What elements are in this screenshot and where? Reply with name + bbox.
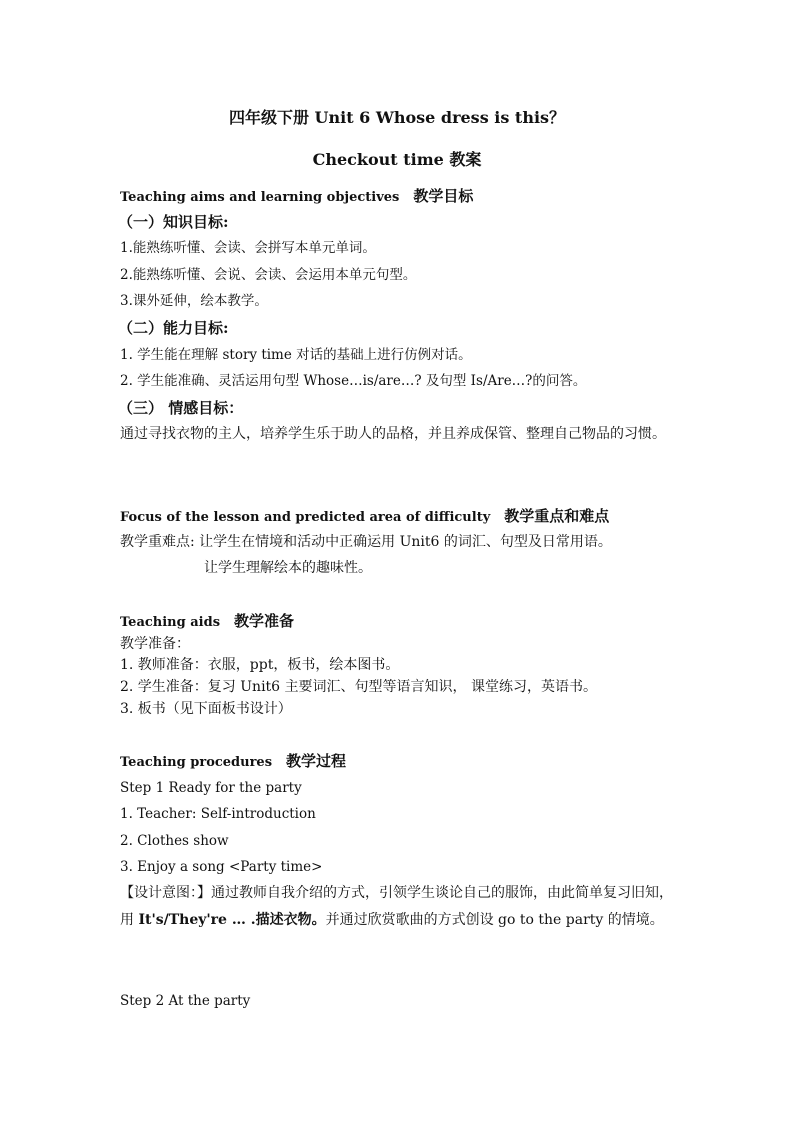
list-item: 1. 教师准备：衣服，ppt，板书，绘本图书。 (120, 657, 400, 673)
step-heading: Step 2 At the party (120, 993, 251, 1009)
list-item: 1.能熟练听懂、会读、会拼写本单元单词。 (120, 240, 376, 256)
design-intent-paragraph (120, 880, 680, 934)
section-heading-aims (120, 186, 680, 208)
section-heading-en: Teaching procedures (120, 755, 273, 770)
section-heading-aids (120, 611, 680, 633)
paragraph-emotion: 通过寻找衣物的主人，培养学生乐于助人的品格，并且养成保管、整理自己物品的习惯。 (120, 426, 666, 442)
list-item: 3. 板书（见下面板书设计） (120, 701, 292, 717)
list-item: 2. 学生准备：复习 Unit6 主要词汇、句型等语言知识， 课堂练习，英语书。 (120, 679, 597, 695)
section-heading-cn: 教学目标 (413, 187, 474, 205)
section-heading-cn: 教学过程 (286, 752, 347, 770)
section-heading-cn: 教学重点和难点 (504, 507, 610, 525)
section-heading-en: Teaching aims and learning objectives (120, 190, 400, 205)
list-item: 2.能熟练听懂、会说、会读、会运用本单元句型。 (120, 267, 417, 283)
subheading-knowledge: （一）知识目标: (118, 213, 229, 231)
section-heading-focus (120, 506, 680, 528)
subheading-emotion: （三） 情感目标： (118, 399, 244, 417)
list-item: 1. 学生能在理解 story time 对话的基础上进行仿例对话。 (120, 347, 472, 363)
list-item: 2. 学生能准确、灵活运用句型 Whose…is/are…? 及句型 Is/Are…?的问答。 (120, 373, 587, 389)
subheading-ability: （二）能力目标: (118, 319, 229, 337)
section-heading-en: Teaching aids (120, 615, 221, 630)
list-item: 3. Enjoy a song <Party time> (120, 859, 323, 875)
document-title: 四年级下册 Unit 6 Whose dress is this？ (228, 108, 566, 127)
list-item: 2. Clothes show (120, 833, 229, 849)
section-heading-procedures (120, 751, 680, 773)
step-heading: Step 1 Ready for the party (120, 780, 302, 796)
focus-line: 让学生理解绘本的趣味性。 (204, 560, 372, 576)
document-subtitle: Checkout time 教案 (312, 150, 482, 169)
section-heading-cn: 教学准备 (234, 612, 295, 630)
aids-intro: 教学准备： (120, 636, 190, 652)
design-intent-bold: It's/They're … .描述衣物。 (138, 912, 326, 928)
design-intent-text: 【设计意图：】通过教师自我介绍的方式，引领学生谈论自己的服饰，由此简单复习旧知，用 (120, 885, 673, 928)
design-intent-text: 并通过欣赏歌曲的方式创设 go to the party 的情境。 (325, 912, 664, 928)
list-item: 3.课外延伸，绘本教学。 (120, 293, 268, 309)
section-heading-en: Focus of the lesson and predicted area of difficulty (120, 510, 491, 525)
focus-line: 教学重难点: 让学生在情境和活动中正确运用 Unit6 的词汇、句型及日常用语。 (120, 534, 612, 550)
list-item: 1. Teacher: Self-introduction (120, 806, 316, 822)
